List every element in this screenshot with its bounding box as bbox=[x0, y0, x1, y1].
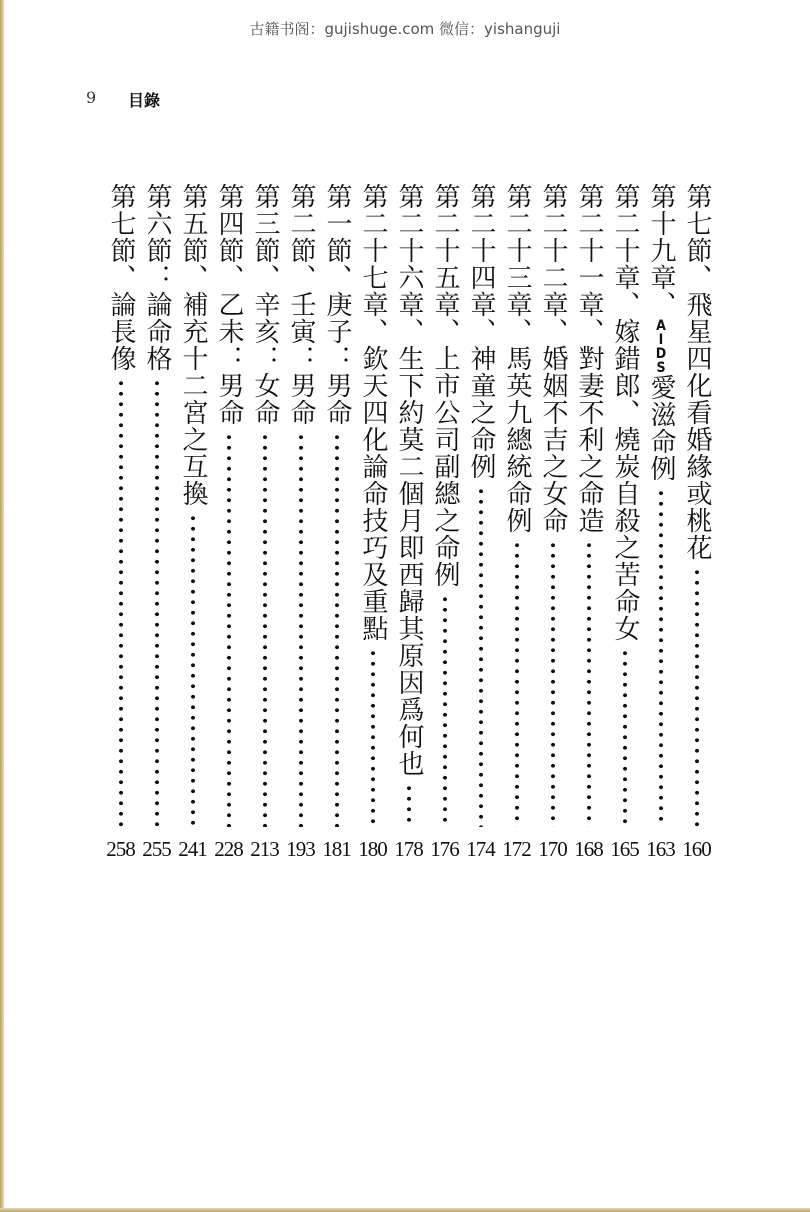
toc-entry-title-group bbox=[465, 183, 496, 480]
toc-entry[interactable] bbox=[177, 183, 208, 873]
running-head: 目錄 bbox=[128, 91, 161, 110]
toc-entry-title: 第二十三章、馬英九總統命例 bbox=[502, 183, 532, 534]
toc-entry-page-number: 255 bbox=[142, 837, 171, 861]
toc-entry[interactable] bbox=[213, 183, 244, 873]
toc-entry[interactable] bbox=[357, 183, 388, 873]
dot-leader bbox=[299, 432, 303, 827]
toc-entry-title-group bbox=[321, 183, 352, 426]
toc-entry-title-group bbox=[429, 183, 460, 588]
toc-entry-title-group bbox=[501, 183, 532, 534]
toc-entry-title: 第五節、補充十二宮之互換 bbox=[178, 183, 208, 507]
toc-entry-title: 第一節、庚子：男命 bbox=[322, 183, 352, 426]
toc-entry-page-number: 163 bbox=[646, 837, 675, 861]
dot-leader bbox=[119, 378, 123, 827]
toc-entry-page-number: 213 bbox=[250, 837, 279, 861]
toc-entry-title: 第四節、乙未：男命 bbox=[214, 183, 244, 426]
toc-entry[interactable] bbox=[141, 183, 172, 873]
toc-entry[interactable] bbox=[609, 183, 640, 873]
page-border-left bbox=[0, 0, 4, 1212]
toc-entry[interactable] bbox=[393, 183, 424, 873]
toc-entry-title: 第七節、飛星四化看婚緣或桃花 bbox=[682, 183, 712, 561]
toc-entry-title-group bbox=[285, 183, 316, 426]
toc-entry-page-number: 176 bbox=[430, 837, 459, 861]
toc-entry-title: 第二十六章、生下約莫二個月即西歸其原因爲何也 bbox=[394, 183, 424, 777]
toc-entry[interactable] bbox=[681, 183, 712, 873]
dot-leader bbox=[371, 648, 375, 827]
toc-entry-page-number: 174 bbox=[466, 837, 495, 861]
page-border-bottom bbox=[0, 1208, 810, 1212]
dot-leader bbox=[479, 486, 483, 827]
table-of-contents bbox=[106, 183, 712, 873]
toc-entry-title-group bbox=[393, 183, 424, 777]
toc-entry-title-group bbox=[645, 183, 676, 482]
toc-entry-page-number: 258 bbox=[106, 837, 135, 861]
toc-entry-page-number: 228 bbox=[214, 837, 243, 861]
toc-entry-title-group bbox=[141, 183, 172, 372]
toc-entry[interactable] bbox=[429, 183, 460, 873]
dot-leader bbox=[587, 540, 591, 827]
toc-entry-title: 第二十二章、婚姻不吉之女命 bbox=[538, 183, 568, 534]
dot-leader bbox=[227, 432, 231, 827]
toc-entry-title: 第二十四章、神童之命例 bbox=[466, 183, 496, 480]
dot-leader bbox=[191, 513, 195, 827]
toc-entry-title: 第二十章、嫁錯郎、燒炭自殺之苦命女 bbox=[610, 183, 640, 642]
toc-entry-title: 第二十七章、欽天四化論命技巧及重點 bbox=[358, 183, 388, 642]
toc-entry[interactable] bbox=[573, 183, 604, 873]
dot-leader bbox=[515, 540, 519, 827]
toc-entry[interactable] bbox=[105, 183, 136, 873]
toc-entry[interactable] bbox=[501, 183, 532, 873]
toc-entry[interactable] bbox=[465, 183, 496, 873]
dot-leader bbox=[623, 648, 627, 827]
toc-entry-title-group bbox=[537, 183, 568, 534]
dot-leader bbox=[407, 783, 411, 827]
dot-leader bbox=[695, 567, 699, 827]
toc-entry-page-number: 172 bbox=[502, 837, 531, 861]
toc-entry-page-number: 168 bbox=[574, 837, 603, 861]
toc-entry-page-number: 178 bbox=[394, 837, 423, 861]
dot-leader bbox=[155, 378, 159, 827]
toc-entry-title-group bbox=[573, 183, 604, 534]
toc-entry-page-number: 193 bbox=[286, 837, 315, 861]
toc-entry[interactable] bbox=[537, 183, 568, 873]
toc-entry-page-number: 180 bbox=[358, 837, 387, 861]
toc-entry-title-group bbox=[609, 183, 640, 642]
dot-leader bbox=[659, 488, 663, 827]
toc-entry-title: 第二十一章、對妻不利之命造 bbox=[574, 183, 604, 534]
toc-entry-page-number: 170 bbox=[538, 837, 567, 861]
toc-entry-page-number: 160 bbox=[682, 837, 711, 861]
toc-entry-page-number: 241 bbox=[178, 837, 207, 861]
toc-entry-title-group bbox=[177, 183, 208, 507]
toc-entry-title-continued: 愛滋命例 bbox=[646, 374, 676, 482]
dot-leader bbox=[335, 432, 339, 827]
page-number: 9 bbox=[86, 88, 97, 107]
toc-entry-title-group bbox=[213, 183, 244, 426]
toc-entry[interactable] bbox=[645, 183, 676, 873]
toc-entry-title-group bbox=[105, 183, 136, 372]
toc-entry-title-group bbox=[357, 183, 388, 642]
toc-entry[interactable] bbox=[321, 183, 352, 873]
watermark-text: 古籍书阁：gujishuge.com 微信：yishanguji bbox=[249, 20, 561, 38]
toc-entry-page-number: 181 bbox=[322, 837, 351, 861]
toc-entry-title: 第十九章、 bbox=[646, 183, 676, 318]
toc-entry[interactable] bbox=[285, 183, 316, 873]
toc-entry-title-group bbox=[249, 183, 280, 426]
toc-entry-latin-text: AIDS bbox=[653, 318, 669, 374]
toc-entry-page-number: 165 bbox=[610, 837, 639, 861]
dot-leader bbox=[263, 432, 267, 827]
toc-entry-title: 第七節、論長像 bbox=[106, 183, 136, 372]
toc-entry-title: 第二十五章、上市公司副總之命例 bbox=[430, 183, 460, 588]
toc-entry-title: 第二節、壬寅：男命 bbox=[286, 183, 316, 426]
toc-entry[interactable] bbox=[249, 183, 280, 873]
dot-leader bbox=[551, 540, 555, 827]
dot-leader bbox=[443, 594, 447, 827]
toc-entry-title: 第三節、辛亥：女命 bbox=[250, 183, 280, 426]
toc-entry-title: 第六節：論命格 bbox=[142, 183, 172, 372]
toc-entry-title-group bbox=[681, 183, 712, 561]
